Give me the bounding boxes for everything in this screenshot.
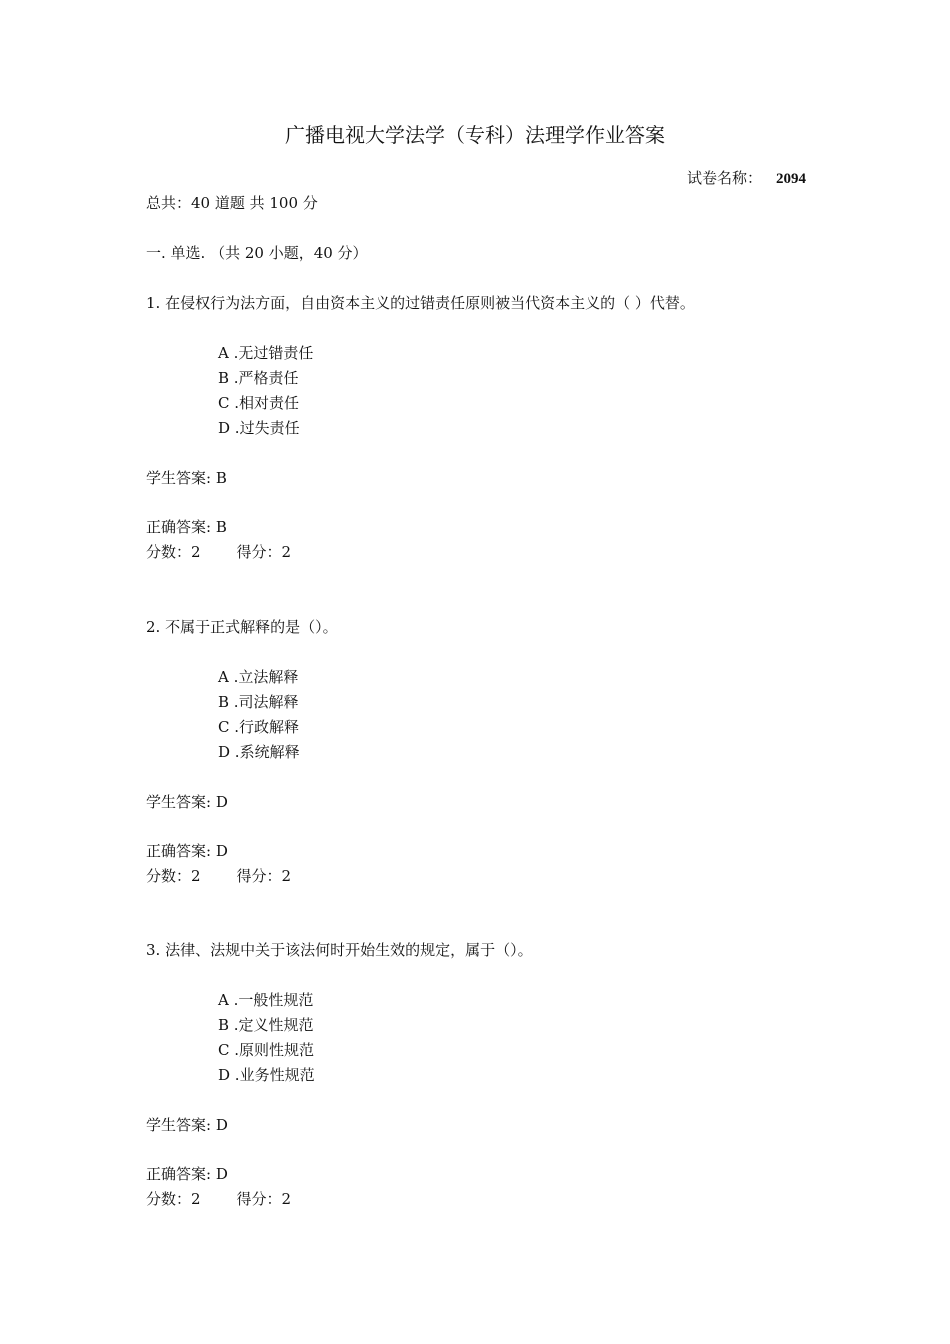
question-3-stem: 3. 法律、法规中关于该法何时开始生效的规定，属于（）。 xyxy=(146,941,533,959)
question-3-option-c: C .原则性规范 xyxy=(218,1041,315,1059)
paper-code: 2094 xyxy=(776,171,806,187)
question-1-earned: 得分：2 xyxy=(236,543,292,561)
question-2-option-c: C .行政解释 xyxy=(218,718,300,736)
question-1-score: 分数：2 xyxy=(146,543,201,561)
question-2-option-d: D .系统解释 xyxy=(218,743,300,761)
page-title: 广播电视大学法学（专科）法理学作业答案 xyxy=(285,123,665,147)
question-3-option-b: B .定义性规范 xyxy=(218,1016,314,1034)
question-1-option-b: B .严格责任 xyxy=(218,369,299,387)
question-1-option-a: A .无过错责任 xyxy=(218,344,314,362)
paper-name-label: 试卷名称： xyxy=(686,169,762,187)
question-2-option-b: B .司法解释 xyxy=(218,693,299,711)
question-1-score-line xyxy=(146,542,291,562)
question-2-option-a: A .立法解释 xyxy=(218,668,299,686)
question-1-option-d: D .过失责任 xyxy=(218,419,300,437)
question-2-student-answer: 学生答案: D xyxy=(146,793,228,811)
question-2-score-line xyxy=(146,866,291,886)
section-heading: 一. 单选. （共 20 小题，40 分） xyxy=(146,244,368,262)
question-3-score: 分数：2 xyxy=(146,1190,201,1208)
question-1-stem: 1. 在侵权行为法方面，自由资本主义的过错责任原则被当代资本主义的（ ）代替。 xyxy=(146,294,695,312)
question-1-student-answer: 学生答案: B xyxy=(146,469,227,487)
question-3-student-answer: 学生答案: D xyxy=(146,1116,228,1134)
question-3-score-line xyxy=(146,1189,291,1209)
question-2-correct-answer: 正确答案: D xyxy=(146,842,228,860)
question-3-correct-answer: 正确答案: D xyxy=(146,1165,228,1183)
question-2-score: 分数：2 xyxy=(146,867,201,885)
question-3-earned: 得分：2 xyxy=(236,1190,292,1208)
question-3-option-d: D .业务性规范 xyxy=(218,1066,315,1084)
question-1-correct-answer: 正确答案: B xyxy=(146,518,227,536)
exam-summary: 总共：40 道题 共 100 分 xyxy=(146,194,318,212)
question-3-option-a: A .一般性规范 xyxy=(218,991,314,1009)
question-2-stem: 2. 不属于正式解释的是（）。 xyxy=(146,618,338,636)
question-2-earned: 得分：2 xyxy=(236,867,292,885)
paper-name xyxy=(687,168,806,189)
question-1-option-c: C .相对责任 xyxy=(218,394,300,412)
